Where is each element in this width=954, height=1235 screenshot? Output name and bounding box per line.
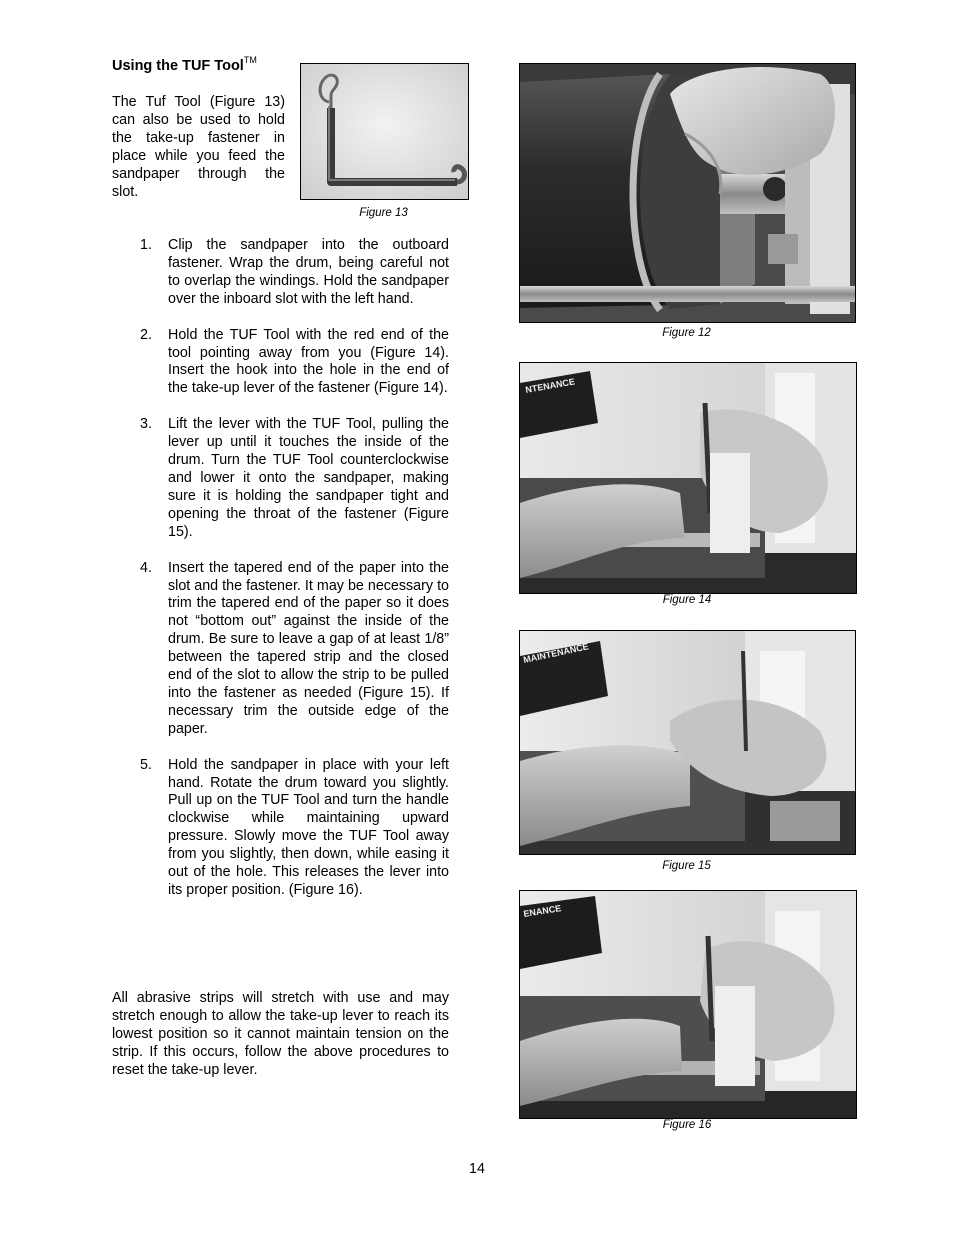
list-item — [140, 327, 449, 399]
step-number: 4. — [140, 559, 152, 576]
step-number: 3. — [140, 416, 152, 433]
figure-13-caption: Figure 13 — [359, 207, 408, 219]
step-number: 5. — [140, 756, 152, 773]
figure-12-image — [519, 63, 856, 323]
maintenance-decal-text: NTENANCE — [524, 376, 576, 395]
figure-14-caption: Figure 14 — [662, 594, 712, 606]
list-item — [140, 237, 449, 309]
figure-16-image — [519, 890, 857, 1119]
step-number: 2. — [140, 326, 152, 343]
tuf-tool-illustration — [301, 64, 468, 199]
closing-paragraph: All abrasive strips will stretch with use and may stretch enough to allow the take-up lever to reach its lowest position so it cannot maintain tension on the strip. If this occurs, follow the above procedures to reset the take-up lever. — [112, 990, 449, 1078]
step-text: Hold the sandpaper in place with your left hand. Rotate the drum toward you slightly. Pull up on the TUF Tool and turn the handle clockwise while maintaining upward pressure. Slowly move the TUF Tool away from you slightly, then down, while easing it out of the hole. This releases the lever into its proper position. (Figure 16). — [168, 756, 449, 898]
procedure-steps — [140, 237, 449, 918]
step-text: Lift the lever with the TUF Tool, pulling the lever up until it touches the inside of the drum. Turn the TUF Tool counterclockwise and lower it onto the sandpaper, making sure it is holding the sandpaper tight and opening the throat of the fastener (Figure 15). — [168, 416, 449, 540]
step-text: Clip the sandpaper into the outboard fastener. Wrap the drum, being careful not to overlap the windings. Hold the sandpaper over the inboard slot with the left hand. — [168, 237, 449, 307]
list-item — [140, 560, 449, 739]
maintenance-decal-text: MAINTENANCE — [522, 641, 590, 665]
trademark-mark: TM — [243, 55, 257, 65]
releasing-lever-photo — [520, 891, 856, 1118]
step-text: Insert the tapered end of the paper into the slot and the fastener. It may be necessary to trim the tapered end of the paper so it does not “bottom out” against the inside of the drum. Be sure to leave a gap of at least 1/8” between the tapered strip and the closed end of the slot to allow the strip to be pulled into the fastener as needed (Figure 15). If necessary trim the outside edge of the paper. — [168, 559, 449, 737]
figure-13-image — [300, 63, 469, 200]
step-number: 1. — [140, 237, 152, 253]
list-item — [140, 757, 449, 900]
section-heading — [112, 55, 257, 74]
figure-14-image — [519, 362, 857, 594]
inserting-hook-photo — [520, 363, 856, 593]
step-text: Hold the TUF Tool with the red end of the tool pointing away from you (Figure 14). Insert the hook into the hole in the end of the take-up lever of the fastener (Figure 14). — [168, 326, 449, 397]
list-item — [140, 416, 449, 541]
drum-sandpaper-photo — [520, 64, 855, 322]
figure-12-caption: Figure 12 — [662, 327, 711, 339]
intro-paragraph: The Tuf Tool (Figure 13) can also be used to hold the take-up fastener in place while you feed the sandpaper through the slot. — [112, 94, 285, 200]
figure-15-image — [519, 630, 856, 855]
heading-text: Using the TUF Tool — [112, 58, 244, 74]
page-number: 14 — [469, 1161, 485, 1177]
opening-fastener-photo — [520, 631, 855, 854]
maintenance-decal-text: ENANCE — [522, 903, 562, 919]
figure-16-caption: Figure 16 — [662, 1119, 712, 1131]
figure-15-caption: Figure 15 — [662, 860, 711, 872]
